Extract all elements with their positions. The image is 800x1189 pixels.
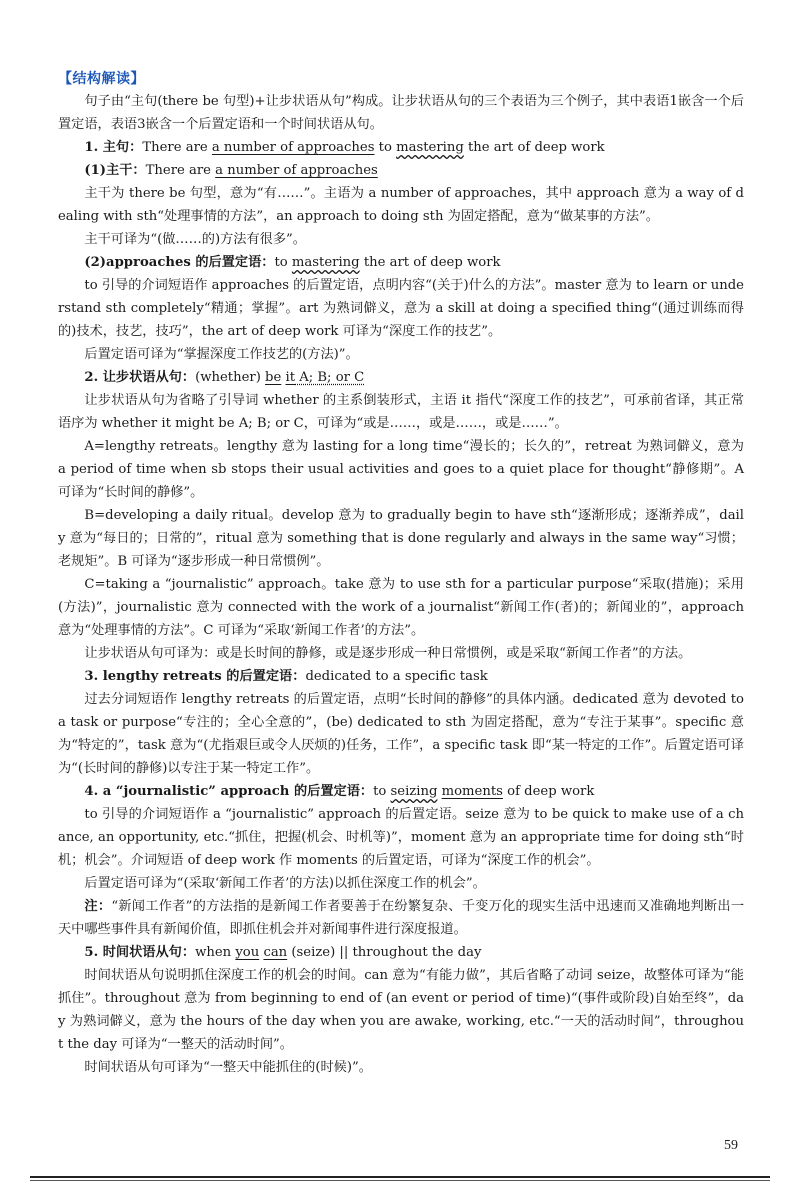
note-paragraph: 注：“新闻工作者”的方法指的是新闻工作者要善于在纷繁复杂、千变万化的现实生活中迅速而又准确地判断出一天中哪些事件具有新闻价值，即抓住机会并对新闻事件进行深度报道。: [58, 899, 745, 937]
paragraph: 让步状语从句可译为：或是长时间的静修，或是逐步形成一种日常惯例，或是采取“新闻工作者”的方法。: [84, 646, 692, 661]
heading-main-trunk: (1)主干：There are a number of approaches: [84, 163, 378, 178]
heading-label: 5. 时间状语从句：: [84, 945, 196, 960]
subject-underline: it: [285, 370, 296, 385]
heading-time-clause: 5. 时间状语从句：when you can (seize) || throughout the day: [84, 945, 482, 960]
paragraph: 后置定语可译为“掌握深度工作技艺的(方法)”。: [84, 347, 359, 362]
heading-main-clause: 1. 主句：There are a number of approaches to mastering the art of deep work: [84, 140, 605, 155]
heading-postmodifier-approaches: (2)approaches 的后置定语：to mastering the art of deep work: [84, 255, 501, 270]
note-label: 注：: [84, 899, 112, 914]
modifier-wavy: seizing: [390, 784, 438, 799]
heading-label: (1)主干：: [84, 163, 146, 178]
paragraph: 时间状语从句可译为“一整天中能抓住的(时候)”。: [84, 1060, 372, 1075]
document-body: [58, 90, 744, 1079]
predicative-dotted: A; B; or C: [295, 370, 365, 385]
verb-underline: can: [263, 945, 288, 960]
modifier-wavy: mastering: [291, 255, 360, 270]
footer-rule: [30, 1176, 770, 1178]
paragraph: 过去分词短语作 lengthy retreats 的后置定语，点明“长时间的静修”的具体内涵。dedicated 意为 devoted to a task or purpose“专注的；全心全意的”，(be) dedicated to sth 为固定搭配，意为“专注于某事”。specific 意为“特定的”，task 意为“(尤指艰巨或令人厌烦的)任务，工作”，a specific task 即“某一特定的工作”。后置定语可译为“(长时间的静修)以专注于某一特定工作”。: [58, 692, 744, 776]
heading-label: 2. 让步状语从句：: [84, 370, 196, 385]
heading-label: (2)approaches 的后置定语：: [84, 255, 275, 270]
subject-underline: a number of approaches: [215, 163, 378, 178]
paragraph: A=lengthy retreats。lengthy 意为 lasting for a long time“漫长的；长久的”，retreat 为熟词僻义，意为 a period of time when sb stops their usual activities and goes to a quiet place for thought“静修期”。A 可译为“长时间的静修”。: [58, 439, 744, 500]
heading-concessive-clause: 2. 让步状语从句：(whether) be it A; B; or C: [84, 370, 365, 385]
section-header: 【结构解读】: [58, 71, 145, 87]
heading-label: 3. lengthy retreats 的后置定语：: [84, 669, 306, 684]
subject-underline: a number of approaches: [211, 140, 375, 155]
heading-label: 1. 主句：: [84, 140, 143, 155]
object-underline: moments: [441, 784, 503, 799]
footer-rule-thin: [30, 1180, 770, 1181]
paragraph: to 引导的介词短语作 approaches 的后置定语，点明内容“(关于)什么的方法”。master 意为 to learn or understand sth completely“精通；掌握”。art 为熟词僻义，意为 a skill at doing a specified thing“(通过训练而得的)技术，技艺，技巧”，the art of deep work 可译为“深度工作的技艺”。: [58, 278, 744, 339]
intro-paragraph: 句子由“主句(there be 句型)+让步状语从句”构成。让步状语从句的三个表语为三个例子，其中表语1嵌含一个后置定语，表语3嵌含一个后置定语和一个时间状语从句。: [58, 94, 744, 132]
paragraph: C=taking a “journalistic” approach。take 意为 to use sth for a particular purpose“采取(措施)；采用(方法)”，journalistic 意为 connected with the work of a journalist“新闻工作(者)的；新闻业的”，approach 意为“处理事情的方法”。C 可译为“采取‘新闻工作者’的方法”。: [58, 577, 744, 638]
heading-approach-postmodifier: 4. a “journalistic” approach 的后置定语：to seizing moments of deep work: [84, 784, 595, 799]
paragraph: B=developing a daily ritual。develop 意为 to gradually begin to have sth“逐渐形成；逐渐养成”，daily 意为“每日的；日常的”，ritual 意为 something that is done regularly and always in the same way“习惯；老规矩”。B 可译为“逐步形成一种日常惯例”。: [58, 508, 744, 569]
paragraph: 主干为 there be 句型，意为“有……”。主语为 a number of approaches，其中 approach 意为 a way of dealing with sth“处理事情的方法”，an approach to doing sth 为固定搭配，意为“做某事的方法”。: [58, 186, 744, 224]
paragraph: 主干可译为“(做……的)方法有很多”。: [84, 232, 306, 247]
paragraph: 让步状语从句为省略了引导词 whether 的主系倒装形式，主语 it 指代“深度工作的技艺”，可承前省译，其正常语序为 whether it might be A; B; or C，可译为“或是……，或是……，或是……”。: [58, 393, 744, 431]
paragraph: to 引导的介词短语作 a “journalistic” approach 的后置定语。seize 意为 to be quick to make use of a chance, an opportunity, etc.“抓住，把握(机会、时机等)”，moment 意为 an appropriate time for doing sth“时机；机会”。介词短语 of deep work 作 moments 的后置定语，可译为“深度工作的机会”。: [58, 807, 744, 868]
page-number: 59: [724, 1138, 738, 1153]
paragraph: 后置定语可译为“(采取‘新闻工作者’的方法)以抓住深度工作的机会”。: [84, 876, 486, 891]
paragraph: 时间状语从句说明抓住深度工作的机会的时间。can 意为“有能力做”，其后省略了动词 seize，故整体可译为“能抓住”。throughout 意为 from beginning to end of (an event or period of time)“(事件或阶段)自始至终”，day 为熟词僻义，意为 the hours of the day when you are awake, working, etc.“一天的活动时间”，throughout the day 可译为“一整天的活动时间”。: [58, 968, 745, 1052]
modifier-wavy: mastering: [396, 140, 464, 155]
subject-underline: you: [235, 945, 260, 960]
verb-underline: be: [265, 370, 282, 385]
heading-retreats-postmodifier: 3. lengthy retreats 的后置定语：dedicated to a specific task: [84, 669, 488, 684]
heading-label: 4. a “journalistic” approach 的后置定语：: [84, 784, 374, 799]
